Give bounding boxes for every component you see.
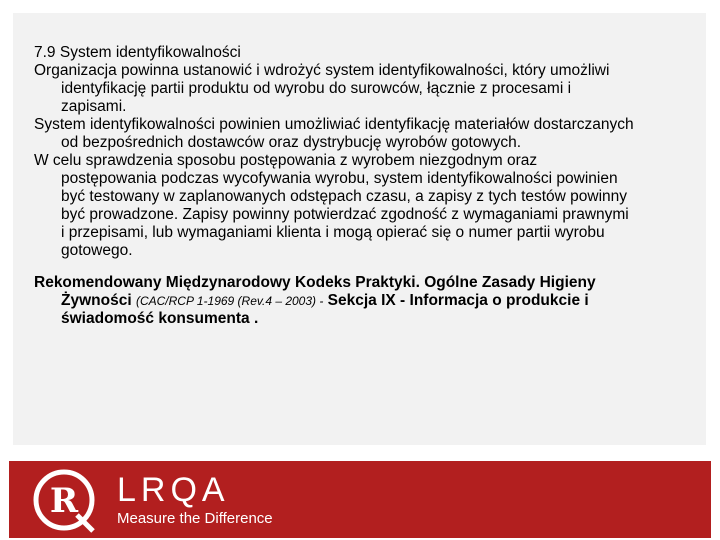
reference-section: Sekcja IX - Informacja o produkcie i świadomość konsumenta . [61,292,589,327]
paragraph-2: System identyfikowalności powinien umożliwiać identyfikację materiałów dostarczanych od bezpośrednich dostawców oraz dystrybucję wyrobów gotowych. [34,116,634,151]
reference-citation: (CAC/RCP 1-1969 (Rev.4 – 2003) - [135,294,324,308]
lrqa-logo-icon [31,467,97,533]
paragraph-1: Organizacja powinna ustanowić i wdrożyć system identyfikowalności, który umożliwi identyfikację partii produktu od wyrobu do surowców, łącznie z procesami i zapisami. [34,62,610,115]
brand-tagline: Measure the Difference [117,510,273,527]
reference-paragraph [34,274,634,328]
paragraph-3: W celu sprawdzenia sposobu postępowania z wyrobem niezgodnym oraz postępowania podczas wycofywania wyrobu, system identyfikowalności powinien być testowany w zaplanowanych odstępach czasu, a zapisy z tych testów powinny być prowadzone. Zapisy powinny potwierdzać zgodność z wymaganiami prawnymi i przepisami, lub wymaganiami klienta i mogą opierać się o numer partii wyrobu gotowego. [34,152,629,259]
reference-title: Rekomendowany Międzynarodowy Kodeks Praktyki. Ogólne Zasady Higieny Żywności [34,274,596,309]
brand-name: LRQA [117,471,230,509]
spacer [34,260,634,274]
footer-bar [9,461,711,538]
slide-content [34,44,634,328]
logo-letter: R [49,481,79,521]
slide-heading: 7.9 System identyfikowalności [34,44,241,61]
